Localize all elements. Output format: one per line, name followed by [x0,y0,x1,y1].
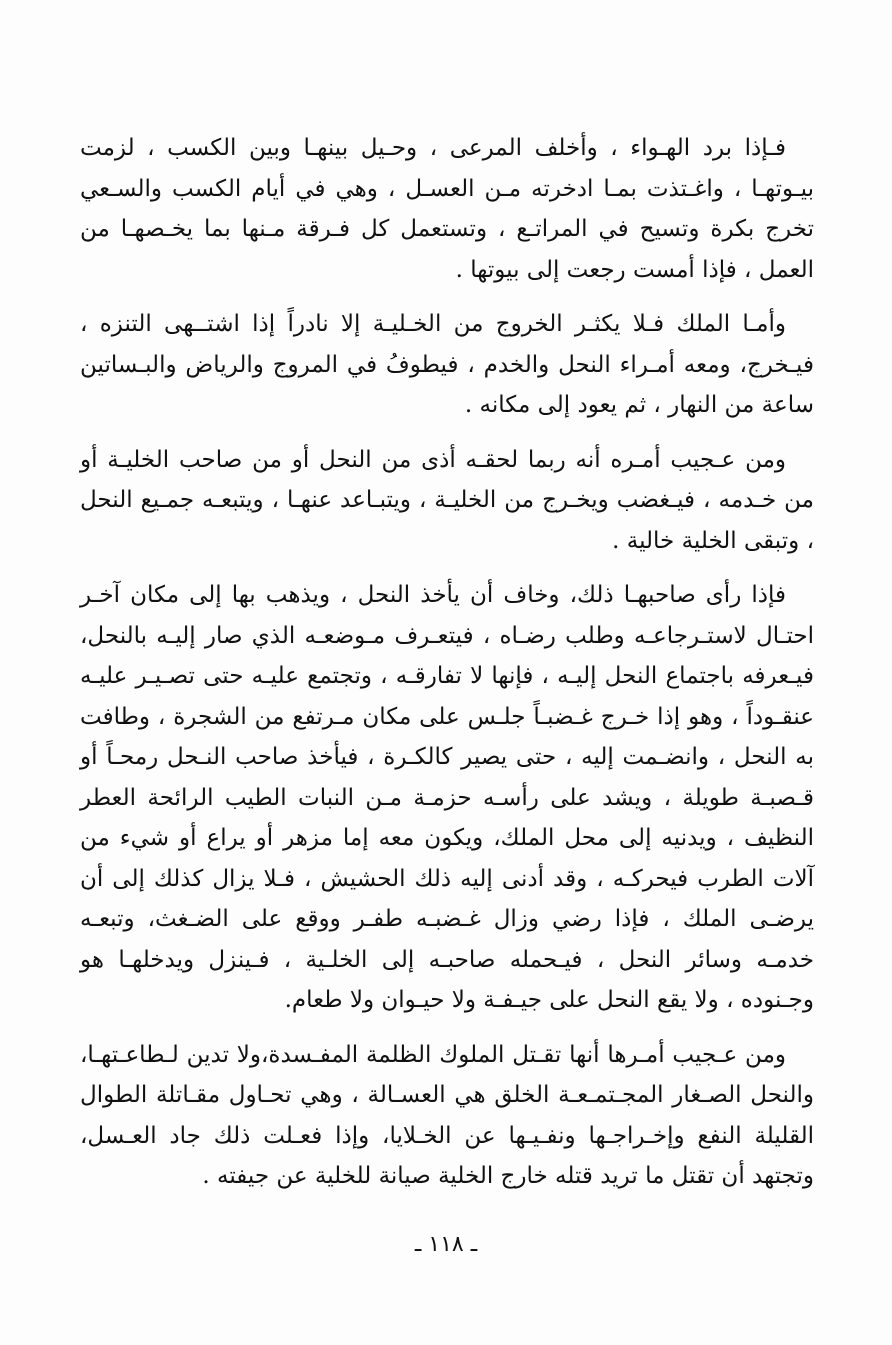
body-text [80,128,814,1211]
page-number: ـ ١١٨ ـ [414,1232,478,1257]
paragraph-4: فإذا رأى صاحبهـا ذلك، وخاف أن يأخذ النحل ، ويذهب بها إلى مكان آخـر احتـال لاستـرجاعـه وطلب رضـاه ، فيتعـرف مـوضعـه الذي صار إليـه بالنحل، فيـعرفه باجتماع النحل إليـه ، فإنها لا تفارقـه ، وتجتمع عليـه حتى تصـيـر عليـه عنقـوداً ، وهو إذا خـرج غـضبـاً جلـس على مكان مـرتفع من الشجرة ، وطافت به النحل ، وانضـمت إليه ، حتى يصير كالكـرة ، فيأخذ صاحب النـحل رمحـاً أو قـصبـة طويلة ، ويشد على رأسـه حزمـة مـن النبات الطيب الرائحة العطر النظيف ، ويدنيه إلى محل الملك، ويكون معه إما مزهر أو يراع أو شيء من آلات الطرب فيحركـه ، وقد أدنى إليه ذلك الحشيش ، فـلا يزال كذلك إلى أن يرضـى الملك ، فإذا رضي وزال غـضبـه طفـر ووقع على الضـغث، وتبعـه خدمـه وسائر النحل ، فيـحمله صاحبـه إلى الخلـية ، فـينزل ويدخلهـا هو وجـنوده ، ولا يقع النحل على جيـفـة ولا حيـوان ولا طعام. [80,582,815,1013]
paragraph-5: ومن عـجيب أمـرها أنها تقـتل الملوك الظلمة المفـسدة،ولا تدين لـطاعـتهـا، والنحل الصـغار المجـتمـعـة الخلق هي العسـالة ، وهي تحـاول مقـاتلة الطوال القليلة النفع وإخـراجـها ونفـيـها عن الخـلايا، وإذا فعـلت ذلك جاد العـسل، وتجتهد أن تقتل ما تريد قتله خارج الخلية صيانة للخلية عن جيفته . [80,1041,814,1189]
paragraph-1: فـإذا برد الهـواء ، وأخلف المرعى ، وحـيل بينهـا وبين الكسب ، لزمت بيـوتهـا ، واغـتذت بمـا ادخرته مـن العسـل ، وهي في أيام الكسب والسـعي تخرج بكرة وتسيح في المراتـع ، وتستعمل كل فـرقة مـنها بما يخـصهـا من العمل ، فإذا أمست رجعت إلى بيوتها . [80,135,814,283]
paragraph-3: ومن عـجيب أمـره أنه ربما لحقـه أذى من النحل أو من صاحب الخليـة أو من خـدمه ، فيـغضب ويخـرج من الخليـة ، ويتبـاعد عنهـا ، ويتبعـه جمـيع النحل ، وتبقى الخلية خالية . [80,446,814,554]
paragraph-2: وأمـا الملك فـلا يكثـر الخروج من الخـليـة إلا نادراً إذا اشتــهى التنزه ، فيـخرج، ومعه أمـراء النحل والخدم ، فيطوفُ في المروج والرياض والبـساتين ساعة من النهار ، ثم يعود إلى مكانه . [80,311,814,418]
